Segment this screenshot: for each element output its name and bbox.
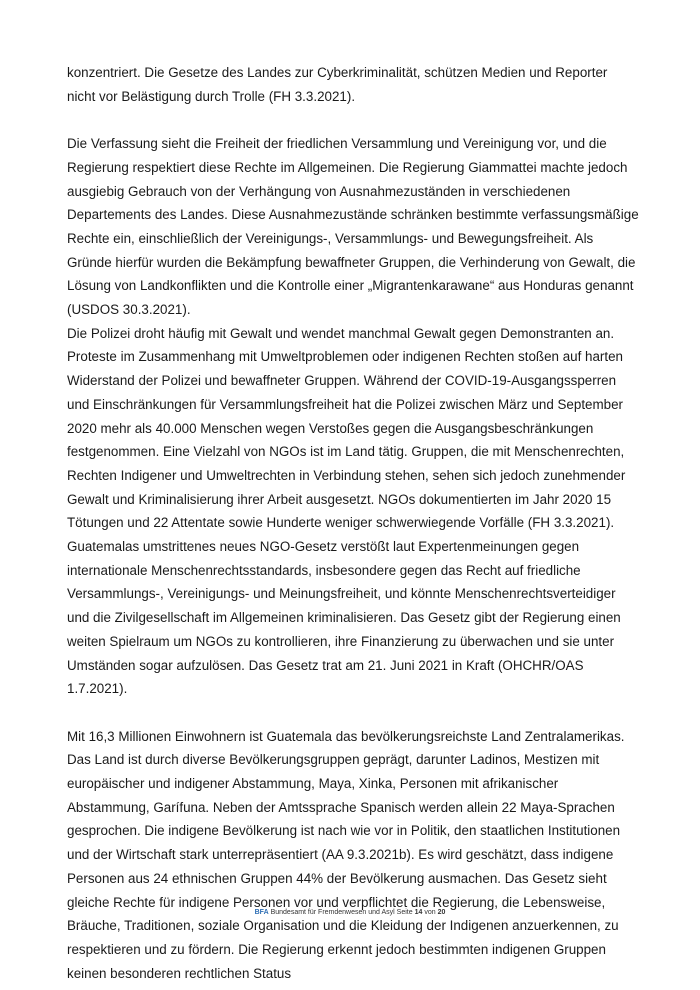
footer-page-label: Seite bbox=[396, 909, 413, 916]
paragraph: Die Verfassung sieht die Freiheit der friedlichen Versammlung und Vereinigung vor, und die Regierung respektiert diese Rechte im Allgemeinen. Die Regierung Giammattei machte jedoch ausgiebig Gebrauch von der Verhängung von Ausnahmezuständen in verschiedenen Departements des Landes. Diese Ausnahmezustände schränken bestimmte verfassungsmäßige Rechte ein, einschließlich der Vereinigungs-, Versammlungs- und Bewegungsfreiheit. Als Gründe hierfür wurden die Bekämpfung bewaffneter Gruppen, die Verhinderung von Gewalt, die Lösung von Landkonflikten und die Kontrolle einer „Migrantenkarawane“ aus Honduras genannt (USDOS 30.3.2021). bbox=[67, 136, 639, 318]
paragraph: Mit 16,3 Millionen Einwohnern ist Guatemala das bevölkerungsreichste Land Zentralamerikas. Das Land ist durch diverse Bevölkerungsgruppen geprägt, darunter Ladinos, Mestizen mit europäischer und indigener Abstammung, Maya, Xinka, Personen mit afrikanischer Abstammung, Garífuna. Neben der Amtssprache Spanisch werden allein 22 Maya-Sprachen gesprochen. Die indigene Bevölkerung ist nach wie vor in Politik, den staatlichen Institutionen und der Wirtschaft stark unterrepräsentiert (AA 9.3.2021b). Es wird geschätzt, dass indigene Personen aus 24 ethnischen Gruppen 44% der Bevölkerung ausmachen. Das Gesetz sieht gleiche Rechte für indigene Personen vor und verpflichtet die Regierung, die Lebensweise, Bräuche, Traditionen, soziale Organisation und die Kleidung der Indigenen anzuerkennen, zu respektieren und zu fördern. Die Regierung erkennt jedoch bestimmten indigenen Gruppen keinen besonderen rechtlichen Status bbox=[67, 728, 625, 981]
footer-page-total: 20 bbox=[437, 909, 446, 916]
footer-org: Bundesamt für Fremdenwesen und Asyl bbox=[270, 909, 395, 916]
document-body bbox=[67, 61, 639, 985]
footer-page-current: 14 bbox=[414, 909, 423, 916]
paragraph: Die Polizei droht häufig mit Gewalt und wendet manchmal Gewalt gegen Demonstranten an. Proteste im Zusammenhang mit Umweltproblemen oder indigenen Rechten stoßen auf harten Widerstand der Polizei und bewaffneter Gruppen. Während der COVID-19-Ausgangssperren und Einschränkungen für Versammlungsfreiheit hat die Polizei zwischen März und September 2020 mehr als 40.000 Menschen wegen Verstoßes gegen die Ausgangsbeschränkungen festgenommen. Eine Vielzahl von NGOs ist im Land tätig. Gruppen, die mit Menschenrechten, Rechten Indigener und Umweltrechten in Verbindung stehen, sehen sich jedoch zunehmender Gewalt und Kriminalisierung ihrer Arbeit ausgesetzt. NGOs dokumentierten im Jahr 2020 15 Tötungen und 22 Attentate sowie Hunderte weniger schwerwiegende Vorfälle (FH 3.3.2021). Guatemalas umstrittenes neues NGO-Gesetz verstößt laut Expertenmeinungen gegen internationale Menschenrechtsstandards, insbesondere gegen das Recht auf friedliche Versammlungs-, Vereinigungs- und Meinungsfreiheit, und könnte Menschenrechtsverteidiger und die Zivilgesellschaft im Allgemeinen kriminalisieren. Das Gesetz gibt der Regierung einen weiten Spielraum um NGOs zu kontrollieren, ihre Finanzierung zu überwachen und sie unter Umständen sogar aufzulösen. Das Gesetz trat am 21. Juni 2021 in Kraft (OHCHR/OAS 1.7.2021). bbox=[67, 325, 626, 697]
footer-of-label: von bbox=[424, 909, 436, 916]
paragraph: konzentriert. Die Gesetze des Landes zur Cyberkriminalität, schützen Medien und Reporter nicht vor Belästigung durch Trolle (FH 3.3.2021). bbox=[67, 65, 608, 104]
bfa-logo: BFA bbox=[254, 909, 269, 916]
page-footer bbox=[0, 908, 700, 918]
